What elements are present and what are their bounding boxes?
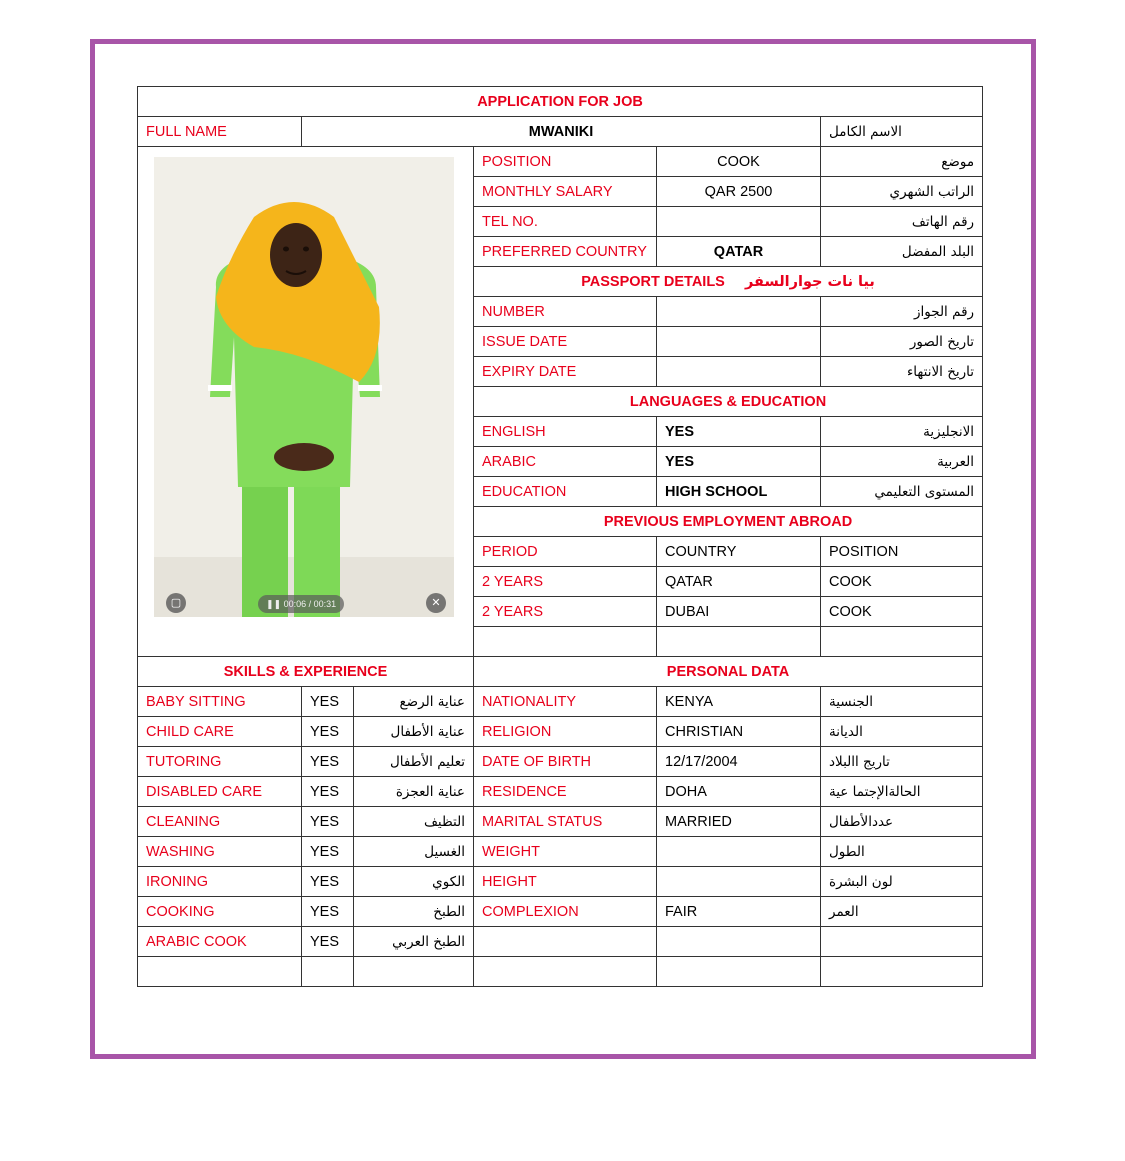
personal-value (657, 867, 821, 897)
personal-value: KENYA (657, 687, 821, 717)
skill-value: YES (302, 777, 354, 807)
empty-cell (138, 957, 302, 987)
personal-value: CHRISTIAN (657, 717, 821, 747)
skill-label: TUTORING (138, 747, 302, 777)
personal-arabic: الجنسية (821, 687, 983, 717)
skill-arabic: التظيف (354, 807, 474, 837)
personal-value: MARRIED (657, 807, 821, 837)
personal-value: 12/17/2004 (657, 747, 821, 777)
personal-heading: PERSONAL DATA (474, 657, 983, 687)
empty-cell (657, 927, 821, 957)
empty-cell (474, 927, 657, 957)
empty-cell (657, 957, 821, 987)
skill-arabic: عناية العجزة (354, 777, 474, 807)
full-name-label: FULL NAME (138, 117, 302, 147)
skill-arabic: الكوي (354, 867, 474, 897)
personal-label: RELIGION (474, 717, 657, 747)
position-arabic: موضع (821, 147, 983, 177)
expiry-date-value (657, 357, 821, 387)
tel-arabic: رقم الهاتف (821, 207, 983, 237)
passport-heading (474, 267, 983, 297)
expiry-date-arabic: تاريخ الانتهاء (821, 357, 983, 387)
arabic-arabic: العربية (821, 447, 983, 477)
personal-label: WEIGHT (474, 837, 657, 867)
personal-label: MARITAL STATUS (474, 807, 657, 837)
empty-cell (302, 957, 354, 987)
employment-row-country: DUBAI (657, 597, 821, 627)
issue-date-value (657, 327, 821, 357)
personal-value (657, 837, 821, 867)
job-application-form (137, 86, 983, 987)
screen-icon[interactable]: ▢ (166, 593, 186, 613)
empty-cell (821, 927, 983, 957)
personal-arabic: تاريج االبلاد (821, 747, 983, 777)
salary-label: MONTHLY SALARY (474, 177, 657, 207)
education-label: EDUCATION (474, 477, 657, 507)
personal-arabic: عددالأطفال (821, 807, 983, 837)
form-title: APPLICATION FOR JOB (138, 87, 983, 117)
skill-value: YES (302, 747, 354, 777)
empty-cell (821, 627, 983, 657)
issue-date-arabic: تاريخ الصور (821, 327, 983, 357)
skills-heading: SKILLS & EXPERIENCE (138, 657, 474, 687)
employment-row-country: QATAR (657, 567, 821, 597)
employment-heading: PREVIOUS EMPLOYMENT ABROAD (474, 507, 983, 537)
skill-label: BABY SITTING (138, 687, 302, 717)
preferred-country-label: PREFERRED COUNTRY (474, 237, 657, 267)
skill-label: CHILD CARE (138, 717, 302, 747)
personal-arabic: العمر (821, 897, 983, 927)
playback-time-text: 00:06 / 00:31 (283, 599, 337, 609)
empty-cell (474, 627, 657, 657)
personal-arabic: الحالةالإجتما عية (821, 777, 983, 807)
personal-label: COMPLEXION (474, 897, 657, 927)
video-controls (154, 591, 454, 617)
candidate-photo[interactable] (154, 157, 454, 617)
position-label: POSITION (474, 147, 657, 177)
employment-row-period: 2 YEARS (474, 597, 657, 627)
tel-value (657, 207, 821, 237)
salary-arabic: الراتب الشهري (821, 177, 983, 207)
personal-value: FAIR (657, 897, 821, 927)
issue-date-label: ISSUE DATE (474, 327, 657, 357)
empty-cell (354, 957, 474, 987)
education-arabic: المستوى التعليمي (821, 477, 983, 507)
preferred-country-arabic: البلد المفضل (821, 237, 983, 267)
skill-value: YES (302, 807, 354, 837)
skill-value: YES (302, 927, 354, 957)
personal-label: DATE OF BIRTH (474, 747, 657, 777)
passport-number-label: NUMBER (474, 297, 657, 327)
skill-label: COOKING (138, 897, 302, 927)
passport-heading-en: PASSPORT DETAILS (581, 273, 725, 290)
skill-value: YES (302, 717, 354, 747)
skill-label: DISABLED CARE (138, 777, 302, 807)
english-label: ENGLISH (474, 417, 657, 447)
english-arabic: الانجليزية (821, 417, 983, 447)
skill-arabic: الطبخ العربي (354, 927, 474, 957)
skill-arabic: عناية الرضع (354, 687, 474, 717)
passport-number-arabic: رقم الجواز (821, 297, 983, 327)
english-value: YES (657, 417, 821, 447)
empty-cell (657, 627, 821, 657)
position-value: COOK (657, 147, 821, 177)
employment-col-country: COUNTRY (657, 537, 821, 567)
full-name-value: MWANIKI (302, 117, 821, 147)
personal-arabic: الطول (821, 837, 983, 867)
candidate-figure-illustration (154, 157, 454, 617)
personal-value: DOHA (657, 777, 821, 807)
personal-label: RESIDENCE (474, 777, 657, 807)
skill-value: YES (302, 897, 354, 927)
employment-row-position: COOK (821, 597, 983, 627)
personal-label: NATIONALITY (474, 687, 657, 717)
skill-value: YES (302, 867, 354, 897)
employment-col-position: POSITION (821, 537, 983, 567)
empty-cell (474, 957, 657, 987)
salary-value: QAR 2500 (657, 177, 821, 207)
employment-row-period: 2 YEARS (474, 567, 657, 597)
personal-arabic: الديانة (821, 717, 983, 747)
employment-row-position: COOK (821, 567, 983, 597)
skill-label: ARABIC COOK (138, 927, 302, 957)
expiry-date-label: EXPIRY DATE (474, 357, 657, 387)
empty-cell (821, 957, 983, 987)
education-value: HIGH SCHOOL (657, 477, 821, 507)
personal-arabic: لون البشرة (821, 867, 983, 897)
arabic-label: ARABIC (474, 447, 657, 477)
skill-label: IRONING (138, 867, 302, 897)
mute-icon[interactable]: ✕ (426, 593, 446, 613)
languages-heading: LANGUAGES & EDUCATION (474, 387, 983, 417)
skill-value: YES (302, 687, 354, 717)
skill-value: YES (302, 837, 354, 867)
playback-time[interactable]: ❚❚ 00:06 / 00:31 (258, 595, 344, 613)
passport-heading-ar: بيا نات جوارالسفر (745, 273, 875, 290)
photo-cell (138, 147, 474, 657)
arabic-value: YES (657, 447, 821, 477)
full-name-arabic: الاسم الكامل (821, 117, 983, 147)
skill-label: CLEANING (138, 807, 302, 837)
tel-label: TEL NO. (474, 207, 657, 237)
skill-arabic: الطبخ (354, 897, 474, 927)
skill-arabic: الغسيل (354, 837, 474, 867)
skill-arabic: تعليم الأطفال (354, 747, 474, 777)
skill-arabic: عناية الأطفال (354, 717, 474, 747)
personal-label: HEIGHT (474, 867, 657, 897)
passport-number-value (657, 297, 821, 327)
skill-label: WASHING (138, 837, 302, 867)
employment-col-period: PERIOD (474, 537, 657, 567)
preferred-country-value: QATAR (657, 237, 821, 267)
